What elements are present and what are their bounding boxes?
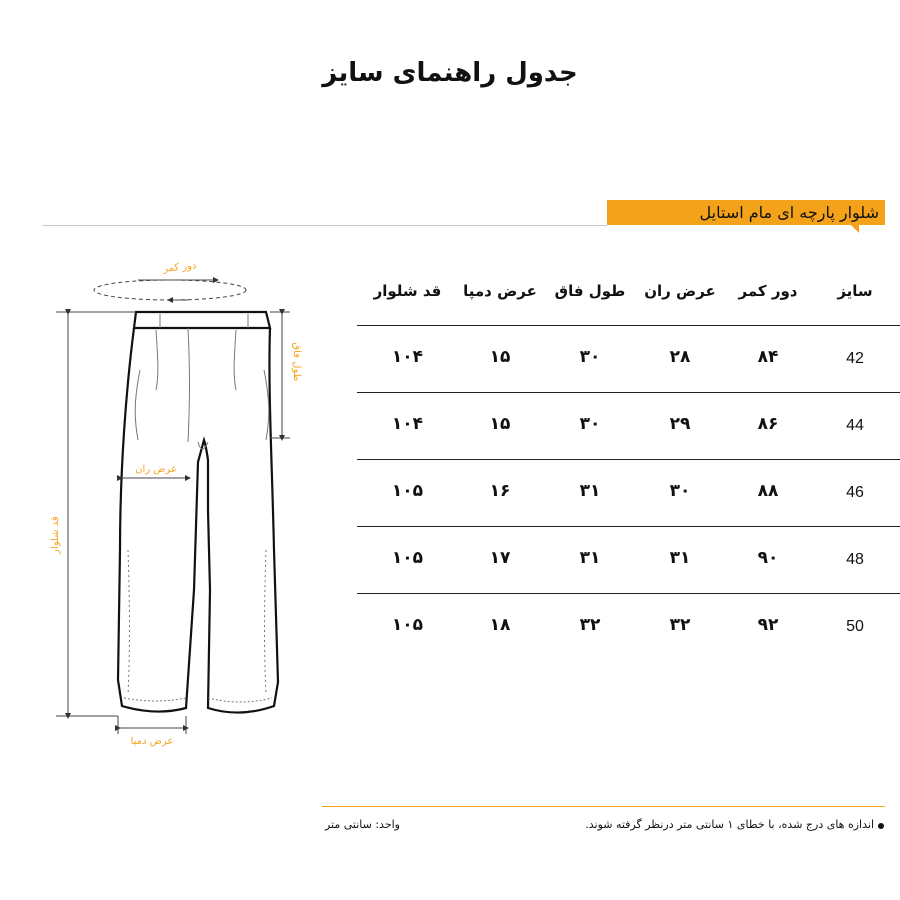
header-length: قد شلوار xyxy=(373,282,442,300)
cell-size: 44 xyxy=(846,417,864,434)
cell-length: ۱۰۵ xyxy=(391,481,424,501)
cell-thigh: ۳۲ xyxy=(669,615,691,635)
product-name: شلوار پارچه ای مام استایل xyxy=(699,203,879,222)
length-measure xyxy=(56,312,136,716)
pants-diagram xyxy=(38,250,318,760)
cell-size: 50 xyxy=(846,618,864,635)
header-thigh: عرض ران xyxy=(644,282,716,300)
header-waist: دور کمر xyxy=(738,282,798,300)
pants-details xyxy=(124,314,272,702)
cell-rise: ۳۰ xyxy=(579,414,601,434)
header-hem: عرض دمپا xyxy=(463,282,537,300)
rise-measure xyxy=(270,312,290,438)
thigh-label: عرض ران xyxy=(135,464,177,475)
waist-label: دور کمر xyxy=(162,260,197,275)
cell-size: 42 xyxy=(846,350,864,367)
cell-length: ۱۰۴ xyxy=(391,347,424,367)
cell-waist: ۹۲ xyxy=(757,615,779,635)
cell-hem: ۱۸ xyxy=(489,615,511,635)
cell-hem: ۱۵ xyxy=(489,414,511,434)
table-divider xyxy=(357,325,900,326)
page-title: جدول راهنمای سایز xyxy=(322,58,578,88)
pants-outline xyxy=(118,312,278,713)
footer-divider xyxy=(322,806,885,807)
cell-rise: ۳۲ xyxy=(579,615,601,635)
cell-length: ۱۰۵ xyxy=(391,615,424,635)
cell-hem: ۱۷ xyxy=(489,548,511,568)
cell-thigh: ۳۱ xyxy=(669,548,691,568)
header-rise: طول فاق xyxy=(554,282,626,300)
cell-rise: ۳۰ xyxy=(579,347,601,367)
cell-waist: ۸۴ xyxy=(757,347,779,367)
table-divider xyxy=(357,459,900,460)
footer-note: اندازه های درج شده، با خطای ۱ سانتی متر درنظر گرفته شوند. xyxy=(585,818,874,831)
cell-length: ۱۰۴ xyxy=(391,414,424,434)
cell-waist: ۹۰ xyxy=(757,548,779,568)
hem-measure xyxy=(118,716,186,734)
table-divider xyxy=(357,392,900,393)
cell-thigh: ۲۹ xyxy=(669,414,691,434)
cell-thigh: ۲۸ xyxy=(669,347,691,367)
table-divider xyxy=(357,526,900,527)
cell-length: ۱۰۵ xyxy=(391,548,424,568)
section-divider xyxy=(42,225,607,226)
hem-label: عرض دمپا xyxy=(130,736,174,747)
cell-rise: ۳۱ xyxy=(579,481,601,501)
cell-size: 46 xyxy=(846,484,864,501)
product-tab-pointer xyxy=(850,224,859,233)
rise-label: طول فاق xyxy=(291,342,302,382)
cell-waist: ۸۶ xyxy=(757,414,779,434)
cell-hem: ۱۶ xyxy=(489,481,511,501)
table-divider xyxy=(357,593,900,594)
length-label: قد شلوار xyxy=(50,516,61,554)
waist-measure xyxy=(94,280,246,300)
header-size: سایز xyxy=(837,282,873,300)
footer-unit: واحد: سانتی متر xyxy=(324,818,400,831)
cell-thigh: ۳۰ xyxy=(669,481,691,501)
cell-rise: ۳۱ xyxy=(579,548,601,568)
cell-waist: ۸۸ xyxy=(757,481,779,501)
cell-size: 48 xyxy=(846,551,864,568)
cell-hem: ۱۵ xyxy=(489,347,511,367)
bullet-icon xyxy=(878,823,884,829)
